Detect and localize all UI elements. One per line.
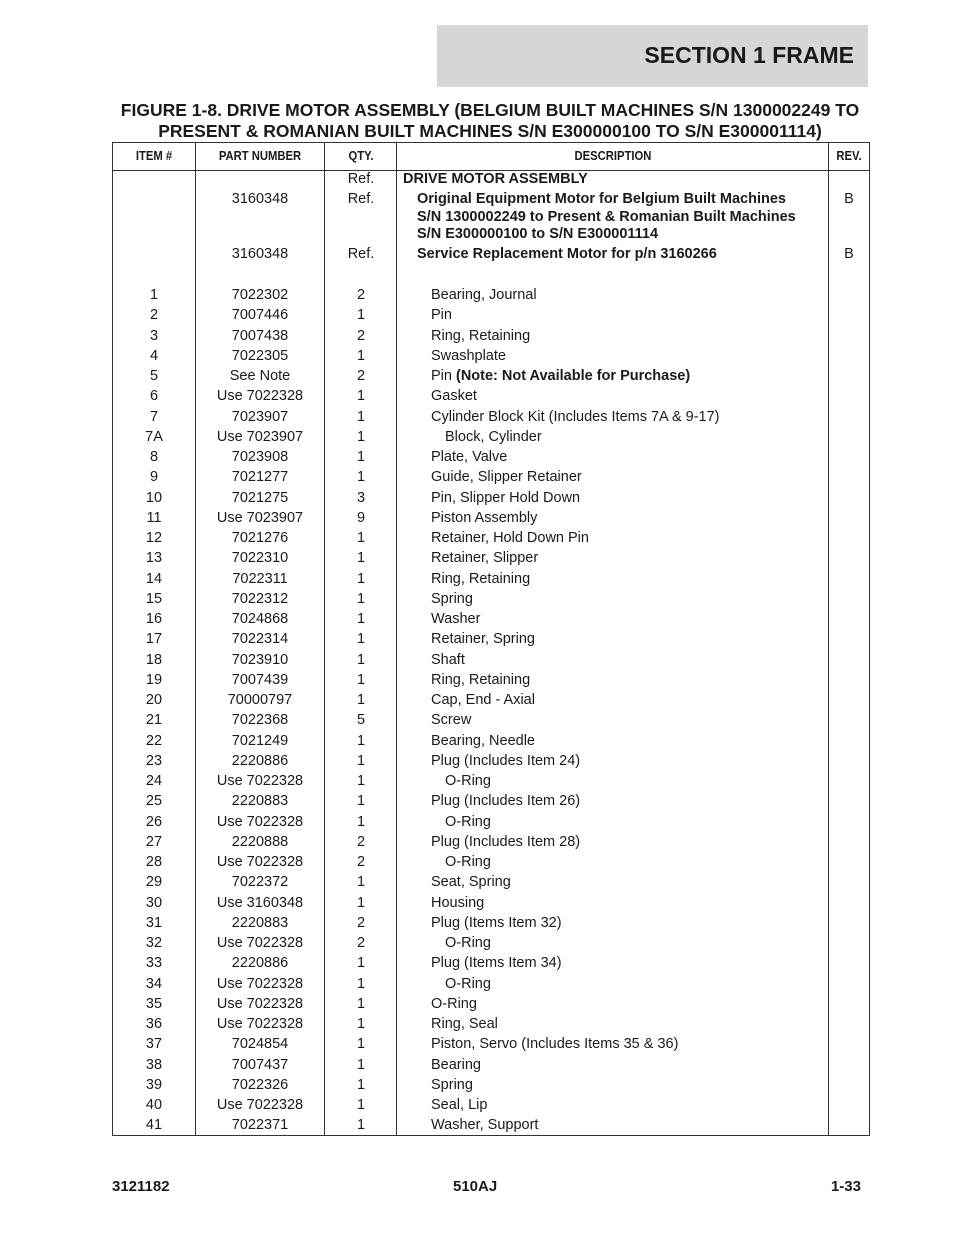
- part-number-cell: Use 7022328: [216, 995, 304, 1012]
- part-number-cell: 7022372: [231, 874, 289, 891]
- qty-cell: 2: [356, 914, 366, 931]
- part-number-cell: 7024868: [231, 611, 289, 627]
- item-cell: 4: [149, 347, 159, 364]
- part-number-cell: 7022310: [231, 550, 289, 567]
- description-cell: Plate, Valve: [431, 449, 508, 465]
- description-cell: O-Ring: [445, 975, 491, 992]
- qty-cell: 1: [356, 611, 366, 627]
- qty-cell: 3: [356, 489, 366, 506]
- description-cell: Plug (Items Item 34): [431, 955, 562, 972]
- qty-cell: 1: [356, 550, 366, 567]
- description-cell: Washer: [431, 611, 481, 627]
- part-number-cell: Use 7022328: [216, 1016, 304, 1032]
- item-cell: 22: [145, 732, 163, 749]
- item-cell: 5: [149, 368, 159, 384]
- qty-cell: Ref.: [347, 191, 375, 207]
- description-cell: Spring: [431, 1076, 473, 1093]
- qty-cell: 1: [356, 732, 366, 749]
- part-number-cell: 7007439: [231, 671, 289, 688]
- part-number-cell: 7022312: [231, 590, 289, 607]
- description-cell: DRIVE MOTOR ASSEMBLY: [403, 171, 588, 187]
- description-cell: Service Replacement Motor for p/n 3160266: [417, 246, 717, 262]
- qty-cell: 1: [356, 671, 366, 688]
- part-number-cell: Use 7022328: [216, 813, 304, 830]
- qty-cell: 1: [356, 449, 366, 465]
- rev-cell: B: [844, 191, 854, 207]
- part-number-cell: 7022371: [231, 1117, 289, 1134]
- qty-cell: 1: [356, 347, 366, 364]
- item-cell: 19: [145, 671, 163, 688]
- item-cell: 7: [149, 408, 159, 425]
- part-number-cell: 7023910: [231, 651, 289, 668]
- qty-cell: 2: [356, 935, 366, 951]
- part-number-cell: 7021275: [231, 489, 289, 506]
- item-cell: 41: [145, 1117, 163, 1134]
- part-number-cell: 7023907: [231, 408, 289, 425]
- section-title: SECTION 1 FRAME: [644, 42, 854, 68]
- part-number-cell: 3160348: [231, 246, 289, 262]
- description-cell: Housing: [431, 894, 485, 911]
- part-number-cell: 7007438: [231, 327, 289, 344]
- part-number-cell: 7021277: [231, 469, 289, 486]
- qty-cell: 2: [356, 854, 366, 870]
- description-cell: Piston, Servo (Includes Items 35 & 36): [431, 1036, 679, 1053]
- header-item: ITEM #: [135, 149, 173, 163]
- qty-cell: 2: [356, 368, 366, 384]
- description-cell: [403, 368, 851, 386]
- description-cell: Bearing, Needle: [431, 732, 535, 749]
- part-number-cell: Use 7022328: [216, 854, 304, 870]
- part-number-cell: 7022305: [231, 347, 289, 364]
- description-cell: Retainer, Slipper: [431, 550, 539, 567]
- item-cell: 9: [149, 469, 159, 486]
- item-cell: 16: [145, 611, 163, 627]
- qty-cell: 1: [356, 813, 366, 830]
- item-cell: 28: [145, 854, 163, 870]
- item-cell: 27: [145, 833, 163, 850]
- description-cell: Piston Assembly: [431, 509, 538, 526]
- description-cell: Pin: [431, 307, 452, 324]
- part-number-cell: Use 7023907: [216, 509, 304, 526]
- qty-cell: 1: [356, 1056, 366, 1073]
- item-cell: 35: [145, 995, 163, 1012]
- part-number-cell: 7022368: [231, 712, 289, 729]
- description-cell: Guide, Slipper Retainer: [431, 469, 582, 486]
- part-number-cell: Use 3160348: [216, 894, 304, 911]
- item-cell: 36: [145, 1016, 163, 1032]
- item-cell: 8: [149, 449, 159, 465]
- section-header: [437, 25, 868, 87]
- description-cell: Ring, Retaining: [431, 570, 531, 587]
- item-cell: 20: [145, 692, 163, 708]
- item-cell: 26: [145, 813, 163, 830]
- item-cell: 24: [145, 773, 163, 789]
- part-number-cell: 7007446: [231, 307, 289, 324]
- part-number-cell: 2220886: [231, 752, 289, 769]
- description-cell: Plug (Includes Item 26): [431, 793, 581, 810]
- item-cell: 23: [145, 752, 163, 769]
- qty-cell: 1: [356, 692, 366, 708]
- qty-cell: 1: [356, 793, 366, 810]
- description-text: Pin: [431, 368, 452, 384]
- part-number-cell: 7022311: [232, 570, 288, 587]
- item-cell: 25: [145, 793, 163, 810]
- qty-cell: 1: [356, 955, 366, 972]
- item-cell: 32: [145, 935, 163, 951]
- description-cell: Retainer, Spring: [431, 631, 535, 648]
- qty-cell: 1: [356, 469, 366, 486]
- qty-cell: 1: [356, 631, 366, 648]
- description-cell: Washer, Support: [431, 1117, 539, 1134]
- part-number-cell: 7007437: [231, 1056, 289, 1073]
- description-cell: Retainer, Hold Down Pin: [431, 530, 589, 546]
- part-number-cell: 2220886: [231, 955, 289, 972]
- item-cell: 15: [145, 590, 163, 607]
- qty-cell: 1: [356, 1016, 366, 1032]
- part-number-cell: 2220888: [231, 833, 289, 850]
- qty-cell: 1: [356, 307, 366, 324]
- item-cell: 6: [149, 388, 159, 405]
- description-cell: O-Ring: [431, 995, 477, 1012]
- part-number-cell: 7024854: [231, 1036, 289, 1053]
- figure-title: FIGURE 1-8. DRIVE MOTOR ASSEMBLY (BELGIUM BUILT MACHINES S/N 1300002249 TO PRESENT & ROMANIAN BUILT MACHINES S/N E300000100 TO S/N E300001114): [120, 100, 860, 141]
- description-cell: O-Ring: [445, 935, 491, 951]
- qty-cell: 1: [356, 773, 366, 789]
- item-cell: 39: [145, 1076, 163, 1093]
- item-cell: 2: [149, 307, 159, 324]
- description-cell: O-Ring: [445, 854, 491, 870]
- part-number-cell: 7021276: [231, 530, 289, 546]
- description-cell: Plug (Items Item 32): [431, 914, 562, 931]
- qty-cell: 1: [356, 428, 366, 445]
- description-cell: Screw: [431, 712, 472, 729]
- item-cell: 21: [145, 712, 163, 729]
- description-cell: Ring, Retaining: [431, 327, 531, 344]
- part-number-cell: Use 7022328: [216, 975, 304, 992]
- description-cell: Shaft: [431, 651, 465, 668]
- qty-cell: 9: [356, 509, 366, 526]
- footer-model: 510AJ: [453, 1178, 498, 1195]
- item-cell: 12: [145, 530, 163, 546]
- part-number-cell: 70000797: [227, 692, 293, 708]
- description-cell: Cap, End - Axial: [431, 692, 535, 708]
- part-number-cell: 7022302: [231, 287, 289, 303]
- description-cell: Seat, Spring: [431, 874, 511, 891]
- qty-cell: 1: [356, 752, 366, 769]
- part-number-cell: 7022326: [231, 1076, 289, 1093]
- qty-cell: 1: [356, 975, 366, 992]
- qty-cell: 2: [356, 287, 366, 303]
- description-cell: Gasket: [431, 388, 477, 405]
- item-cell: 34: [145, 975, 163, 992]
- item-cell: 33: [145, 955, 163, 972]
- description-cell: Cylinder Block Kit (Includes Items 7A & 9-17): [431, 408, 720, 425]
- part-number-cell: See Note: [229, 368, 291, 384]
- item-cell: 30: [145, 894, 163, 911]
- description-cell: Block, Cylinder: [445, 428, 542, 445]
- description-cell: Bearing: [431, 1056, 481, 1073]
- qty-cell: 1: [356, 1076, 366, 1093]
- qty-cell: 5: [356, 712, 366, 729]
- description-cell: Ring, Seal: [431, 1016, 498, 1032]
- item-cell: 29: [145, 874, 163, 891]
- qty-cell: 1: [356, 1117, 366, 1134]
- qty-cell: 1: [356, 995, 366, 1012]
- description-cell: Pin, Slipper Hold Down: [431, 489, 581, 506]
- part-number-cell: 3160348: [231, 191, 289, 207]
- item-cell: 38: [145, 1056, 163, 1073]
- item-cell: 18: [145, 651, 163, 668]
- part-number-cell: Use 7022328: [216, 935, 304, 951]
- description-cell: Bearing, Journal: [431, 287, 537, 303]
- part-number-cell: Use 7023907: [216, 428, 304, 445]
- description-cell: Seal, Lip: [431, 1097, 488, 1113]
- item-cell: 37: [145, 1036, 163, 1053]
- description-cell: Plug (Includes Item 28): [431, 833, 581, 850]
- part-number-cell: Use 7022328: [216, 1097, 304, 1113]
- description-cell: Swashplate: [431, 347, 506, 364]
- description-cell: O-Ring: [445, 813, 491, 830]
- item-cell: 40: [145, 1097, 163, 1113]
- part-number-cell: Use 7022328: [216, 388, 304, 405]
- header-part-number: PART NUMBER: [218, 149, 302, 163]
- item-cell: 10: [145, 489, 163, 506]
- rev-cell: B: [844, 246, 854, 262]
- part-number-cell: 7021249: [231, 732, 289, 749]
- item-cell: 11: [146, 509, 162, 526]
- header-qty: QTY.: [348, 149, 374, 163]
- item-cell: 17: [145, 631, 163, 648]
- header-rev: REV.: [836, 149, 862, 163]
- header-description: DESCRIPTION: [574, 149, 652, 163]
- item-cell: 31: [145, 914, 163, 931]
- qty-cell: 2: [356, 833, 366, 850]
- item-cell: 14: [145, 570, 163, 587]
- description-cell: Original Equipment Motor for Belgium Built Machines S/N 1300002249 to Present & Romanian Built Machines S/N E300000100 to S/N E300001114: [417, 191, 796, 242]
- qty-cell: 1: [356, 651, 366, 668]
- qty-cell: Ref.: [347, 171, 375, 187]
- item-cell: 13: [145, 550, 163, 567]
- part-number-cell: 2220883: [231, 914, 289, 931]
- qty-cell: 1: [356, 590, 366, 607]
- description-note: (Note: Not Available for Purchase): [451, 368, 691, 384]
- qty-cell: 1: [356, 570, 366, 587]
- part-number-cell: 2220883: [231, 793, 289, 810]
- qty-cell: 1: [356, 530, 366, 546]
- qty-cell: 2: [356, 327, 366, 344]
- description-cell: Plug (Includes Item 24): [431, 752, 581, 769]
- qty-cell: Ref.: [347, 246, 375, 262]
- item-cell: 7A: [145, 428, 163, 445]
- qty-cell: 1: [356, 388, 366, 405]
- part-number-cell: 7023908: [231, 449, 289, 465]
- qty-cell: 1: [356, 1097, 366, 1113]
- qty-cell: 1: [356, 408, 366, 425]
- parts-table: [112, 142, 870, 1136]
- part-number-cell: 7022314: [231, 631, 289, 648]
- footer-doc-number: 3121182: [112, 1178, 170, 1195]
- description-cell: O-Ring: [445, 773, 491, 789]
- qty-cell: 1: [356, 874, 366, 891]
- description-cell: Spring: [431, 590, 473, 607]
- qty-cell: 1: [356, 1036, 366, 1053]
- item-cell: 3: [149, 327, 159, 344]
- footer-page-number: 1-33: [830, 1178, 861, 1195]
- part-number-cell: Use 7022328: [216, 773, 304, 789]
- item-cell: 1: [149, 287, 159, 303]
- description-cell: Ring, Retaining: [431, 671, 531, 688]
- qty-cell: 1: [356, 894, 366, 911]
